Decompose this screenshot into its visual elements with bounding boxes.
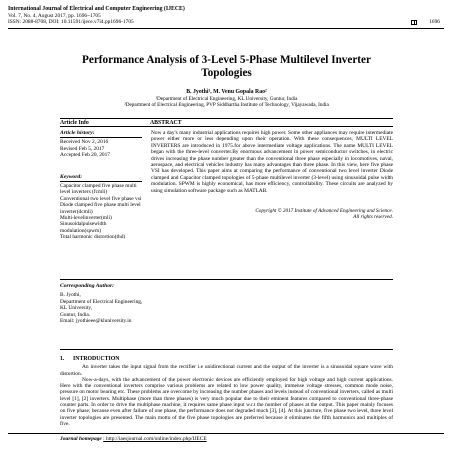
intro-paragraph: An inverter takes the input signal from the rectifier i.e unidirectional current and the output of the inverter is a sinusoidal square wave with distortion.: [60, 364, 393, 377]
corresponding-email[interactable]: Email: jyothieee@kluniversity.in: [60, 318, 132, 325]
corresponding-line: B. Jyothi,: [60, 292, 81, 299]
issn-line: ISSN: 2088-8708, DOI: 10.11591/ijece.v7i4.pp1696-1705: [8, 19, 134, 26]
info-section-header: [60, 118, 393, 127]
history-heading: Article history:: [60, 130, 142, 138]
journal-name: International Journal of Electrical and Computer Engineering (IJECE): [8, 6, 185, 12]
history-item: Received Nov 2, 2016: [60, 139, 109, 146]
corresponding-heading: Corresponding Author:: [60, 283, 115, 289]
volume-line: Vol. 7, No. 4, August 2017, pp. 1696~1705: [8, 13, 101, 19]
footer-divider: [8, 433, 444, 434]
article-info-column: [60, 127, 142, 241]
corresponding-bottom-divider: [60, 349, 393, 350]
keyword-item: Multi-levelinverter(mli): [60, 215, 112, 222]
copyright-notice: [151, 208, 393, 220]
article-info-heading: Article Info: [60, 119, 89, 126]
corresponding-author: [60, 283, 260, 324]
rights-line: All rights reserved.: [353, 214, 393, 221]
corresponding-line: Department of Electrical Engineering,: [60, 298, 143, 305]
article-info-box: [60, 118, 393, 241]
journal-footer: [60, 436, 393, 442]
intro-paragraph: Now-a-days, with the advancement of the power electronic devices are efficiently employed for high voltage and high current applications. Here with the conventional inverters comprise various problems are related to low power quality, immense voltage stresses, common mode noise, pressure on motor bearing etc. These problems are overcome by increasing the number phases and levels instead of conventional inverters, called as multi level [1], [2] inverters. Multiphase (more than three phases) is very much popular due to their eminent features compared to conventional three-phase counter parts. In order to drive the multiphase machine, it requires same phase input w.r.t the number of phases at the output. This paper mainly focuses on five phase; because even after failure of one phase, the performance does not degraded much [3], [4]. At this juncture, five phase two level, three level inverter topologies are presented. The main motto of the five phase topologies are preferred because it eliminates the fifth harmonics and multiples of five.: [60, 376, 393, 427]
copyright-line: Copyright © 2017 Institute of Advanced Engineering and Science.: [255, 208, 393, 215]
book-icon: [411, 20, 417, 25]
keyword-heading: Keyword:: [60, 174, 142, 182]
abstract-text: Now a day's many industrial applications requires high power. Some other appliances may require intermediate power either more or less depending upon their operation. With these consequences, MULTI LEVEL INVERTERS are introduced in 1975.for above intermediate voltage applications. The name MULTI LEVEL began with the three-level converter.By enormous advancement in power semiconductor switches, in electric drives increasing the phase number greater than the conventional three phase especially in locomotives, naval, aerospace, and electrical vehicles industry has many advantages than three phase. In this view, here five phase VSI has developed. This paper aims at comparing the performance of conventional two level inverter Diode clamped and Capacitor clamped topologies of 5-phase multilevel inverter (3-level) using sinusoidal pulse width modulation. SPWM is highly economical, has more efficiency, controllability. These circuits are analyzed by using simulation software package such as MATLAB.: [151, 130, 393, 194]
history-item: Accepted Feb 20, 2017: [60, 152, 111, 159]
header-divider: [8, 28, 444, 29]
issn-row: [8, 19, 444, 25]
corresponding-line: KL University,: [60, 305, 93, 312]
corresponding-line: Guntur, India.: [60, 311, 91, 318]
introduction-section: [60, 356, 393, 427]
keyword-item: Capacitor clamped five phase multi level inverters (fcmli): [60, 183, 137, 196]
affiliation-2: ²Department of Electrical Engineering, PVP Siddhartha Institute of Technology, Vijayawada, India: [124, 102, 329, 108]
paper-title: Performance Analysis of 3-Level 5-Phase Multilevel Inverter Topologies: [82, 54, 371, 79]
corresponding-divider: [60, 279, 393, 280]
keyword-item: Total harmonic distortion(thd): [60, 234, 126, 241]
footer-label: Journal homepage: [60, 436, 102, 442]
keyword-item: Sinusoidalpulsewidth modulation(spwm): [60, 221, 107, 234]
journal-homepage-link[interactable]: : http://iaesjournal.com/online/index.php/IJECE: [103, 436, 207, 442]
keyword-item: Conventional two level five phase vsi: [60, 195, 142, 202]
journal-header: [8, 6, 444, 26]
affiliation-1: ¹Department of Electrical Engineering, KL University, Guntur, India: [155, 96, 298, 102]
keyword-item: Diode clamped five phase multi level inverter(dcmli): [60, 202, 141, 215]
authors: B. Jyothi¹, M. Venu Gopala Rao²: [186, 89, 267, 95]
introduction-heading: 1. INTRODUCTION: [60, 356, 120, 362]
abstract-heading: ABSTRACT: [150, 119, 182, 126]
abstract-column: [151, 127, 393, 241]
history-item: Revised Feb 5, 2017: [60, 145, 105, 152]
page-number: 1696: [429, 19, 440, 26]
